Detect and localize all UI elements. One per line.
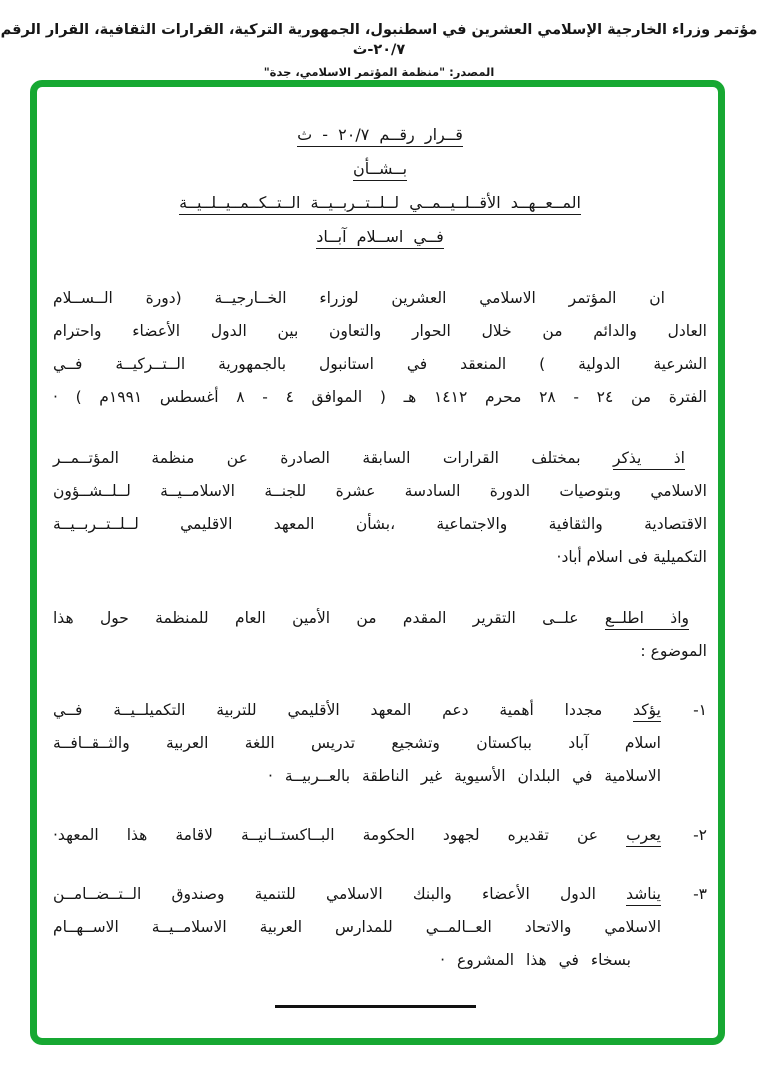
footer-rule [275, 1005, 476, 1008]
clause-2 [53, 819, 707, 852]
lead-word-having-examined: واذ اطلــع [605, 609, 689, 630]
paragraph-line: الاسلامي وبتوصيات الدورة السادسة عشرة للجنــة الاسلامــيــة لــلــشــؤون [53, 482, 707, 500]
preamble-paragraph-3 [53, 602, 707, 668]
clause-text: مجددا أهمية دعم المعهد الأقليمي للتربية التكميلــيــة فــي [53, 701, 634, 719]
clause-line: الاسلامية في البلدان الأسيوية غير الناطقة بالعــربيــة · [267, 767, 661, 785]
lead-word-expresses: يعرب [626, 826, 661, 847]
title-institute-text: المــعــهــد الأقــلــيــمــي لــلــتــربــيــة الــتــكــمــيــلــيــة [179, 193, 581, 215]
preamble-paragraph-2 [53, 442, 707, 574]
paragraph-line: الشرعية الدولية ) المنعقد في استانبول بالجمهورية الــتــركيــة فــي [53, 355, 707, 373]
title-institute-name [53, 186, 707, 220]
paragraph-line: الموضوع : [640, 642, 707, 660]
clause-line [53, 878, 661, 911]
clause-line [53, 819, 661, 852]
clause-3-number: ٣- [693, 885, 707, 903]
paragraph-text: بمختلف القرارات السابقة الصادرة عن منظمة المؤتــمــر [53, 449, 613, 467]
title-concerning-text: بــشــأن [353, 159, 407, 181]
lead-word-appeals: يناشد [626, 885, 661, 906]
header-publisher-line: المصدر: "منظمة المؤتمر الاسلامي، جدة" [263, 65, 495, 79]
clause-1 [53, 694, 707, 793]
title-location [53, 220, 707, 254]
paragraph-line [53, 442, 707, 475]
lead-word-recalling: اذ يذكر [613, 449, 685, 470]
paragraph-text: علــى التقرير المقدم من الأمين العام للمنظمة حول هذا [53, 609, 605, 627]
clause-1-body [53, 694, 661, 793]
paragraph-line: التكميلية فى اسلام أباد· [556, 548, 707, 566]
clause-line: الاسلامي والاتحاد العــالمــي للمدارس العربية الاسلامــيــة الاســهــام [53, 918, 661, 936]
clause-3 [53, 878, 707, 977]
paragraph-line [53, 602, 707, 635]
resolution-number-title [53, 118, 707, 152]
clause-2-body [53, 819, 661, 852]
paragraph-line: ان المؤتمر الاسلامي العشرين لوزراء الخــارجيــة (دورة الــســلام [53, 289, 665, 307]
lead-word-reaffirms: يؤكد [633, 701, 661, 722]
preamble-paragraph-1 [53, 282, 707, 414]
title-concerning [53, 152, 707, 186]
doc-header [0, 20, 758, 80]
clause-line: اسلام آباد بباكستان وتشجيع تدريس اللغة العربية والثــقــافــة [53, 734, 661, 752]
paragraph-line: الاقتصادية والثقافية والاجتماعية ،بشأن المعهد الاقليمي لــلــتــربــيــة [53, 515, 707, 533]
clause-2-number: ٢- [693, 826, 707, 844]
clause-3-body [53, 878, 661, 977]
resolution-body [53, 118, 707, 977]
title-location-text: فــي اســلام آبــاد [316, 227, 443, 249]
header-source-line: مؤتمر وزراء الخارجية الإسلامي العشرين في اسطنبول، الجمهورية التركية، القرارات الثقافية، القرار الرقم ٢٠/٧-ث [0, 22, 758, 58]
clause-line [53, 694, 661, 727]
resolution-title-block [53, 118, 707, 254]
clause-line: بسخاء في هذا المشروع · [440, 951, 631, 969]
clause-1-number: ١- [693, 701, 707, 719]
clause-text: عن تقديره لجهود الحكومة البــاكستــانيــة لاقامة هذا المعهد· [53, 826, 627, 844]
operative-clauses [53, 694, 707, 977]
resolution-number-text: قــرار رقــم ٢٠/٧ - ث [297, 125, 463, 147]
paragraph-line: العادل والدائم من خلال الحوار والتعاون بين الدول الأعضاء واحترام [53, 322, 707, 340]
paragraph-line: الفترة من ٢٤ - ٢٨ محرم ١٤١٢ هـ ( الموافق ٤ - ٨ أغسطس ١٩٩١م ) · [53, 388, 707, 406]
clause-text: الدول الأعضاء والبنك الاسلامي للتنمية وصندوق الــتــضــامــن [53, 885, 627, 903]
